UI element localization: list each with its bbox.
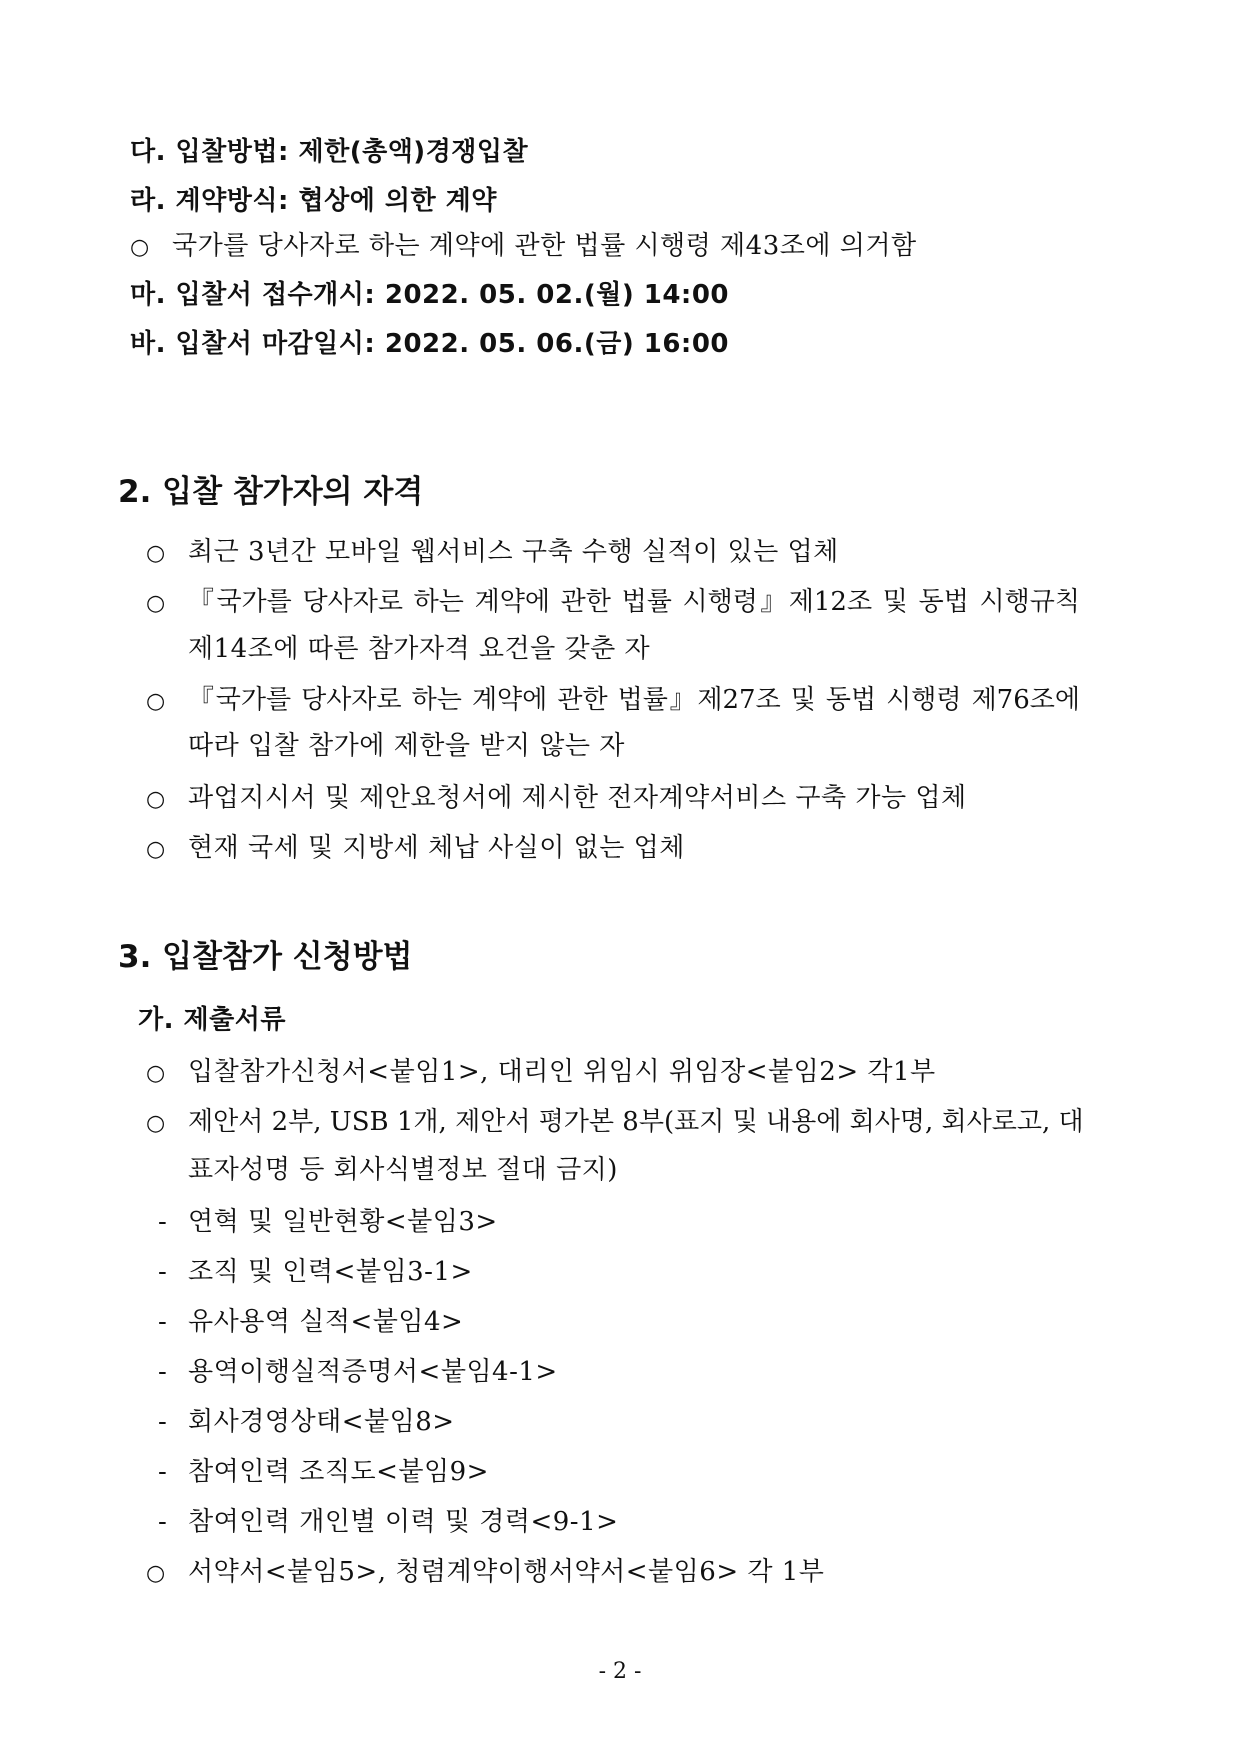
sub-list-item xyxy=(158,1206,498,1238)
sub-list-item xyxy=(158,1256,473,1288)
list-item-bullet xyxy=(146,586,188,620)
sub-list-item xyxy=(158,1506,618,1538)
list-item xyxy=(146,1556,824,1590)
page-number: - 2 - xyxy=(598,1659,642,1684)
sub-list-item-text: 유사용역 실적<붙임4> xyxy=(188,1307,464,1337)
list-item-text-line2: 표자성명 등 회사식별정보 절대 금지) xyxy=(188,1155,618,1185)
list-item-text-line1: 『국가를 당사자로 하는 계약에 관한 법률 시행령』제12조 및 동법 시행규칙 xyxy=(188,587,1080,617)
list-item-text: 현재 국세 및 지방세 체납 사실이 없는 업체 xyxy=(188,833,685,863)
circle-bullet-icon: ○ xyxy=(146,541,166,566)
sub-list-item xyxy=(158,1306,463,1338)
list-item xyxy=(146,782,967,816)
circle-bullet-icon: ○ xyxy=(146,591,166,616)
dash-bullet-icon: - xyxy=(158,1457,168,1487)
list-item xyxy=(146,536,839,570)
list-item-text: 서약서<붙임5>, 청렴계약이행서약서<붙임6> 각 1부 xyxy=(188,1557,825,1587)
list-item xyxy=(130,230,917,264)
dash-bullet-icon: - xyxy=(158,1207,168,1237)
circle-bullet-icon: ○ xyxy=(146,689,166,714)
item-bid-method: 다. 입찰방법: 제한(총액)경쟁입찰 xyxy=(130,137,529,167)
list-item-text: 과업지시서 및 제안요청서에 제시한 전자계약서비스 구축 가능 업체 xyxy=(188,783,967,813)
list-item-bullet xyxy=(146,684,188,718)
section-2-title: 2. 입찰 참가자의 자격 xyxy=(118,474,424,510)
circle-bullet-icon: ○ xyxy=(146,1561,166,1586)
item-bid-open-date: 마. 입찰서 접수개시: 2022. 05. 02.(월) 14:00 xyxy=(130,280,730,310)
section-3-title: 3. 입찰참가 신청방법 xyxy=(118,939,413,975)
sub-list-item xyxy=(158,1356,558,1388)
circle-bullet-icon: ○ xyxy=(146,787,166,812)
list-item-text-line1: 제안서 2부, USB 1개, 제안서 평가본 8부(표지 및 내용에 회사명, 회사로고, 대 xyxy=(188,1107,1084,1137)
dash-bullet-icon: - xyxy=(158,1407,168,1437)
sub-list-item-text: 참여인력 조직도<붙임9> xyxy=(188,1457,489,1487)
dash-bullet-icon: - xyxy=(158,1507,168,1537)
sub-list-item-text: 회사경영상태<붙임8> xyxy=(188,1407,455,1437)
item-contract-method: 라. 계약방식: 협상에 의한 계약 xyxy=(130,186,497,216)
list-item-text: 국가를 당사자로 하는 계약에 관한 법률 시행령 제43조에 의거함 xyxy=(172,231,917,261)
list-item-text: 최근 3년간 모바일 웹서비스 구축 수행 실적이 있는 업체 xyxy=(188,537,839,567)
circle-bullet-icon: ○ xyxy=(130,235,150,260)
dash-bullet-icon: - xyxy=(158,1257,168,1287)
list-item-text-line2: 따라 입찰 참가에 제한을 받지 않는 자 xyxy=(188,731,625,761)
list-item-text-line2: 제14조에 따른 참가자격 요건을 갖춘 자 xyxy=(188,634,651,664)
dash-bullet-icon: - xyxy=(158,1307,168,1337)
item-bid-close-date: 바. 입찰서 마감일시: 2022. 05. 06.(금) 16:00 xyxy=(130,329,730,359)
list-item-bullet xyxy=(146,1106,188,1140)
list-item-text: 입찰참가신청서<붙임1>, 대리인 위임시 위임장<붙임2> 각1부 xyxy=(188,1057,936,1087)
dash-bullet-icon: - xyxy=(158,1357,168,1387)
sub-list-item-text: 참여인력 개인별 이력 및 경력<9-1> xyxy=(188,1507,619,1537)
sub-list-item-text: 용역이행실적증명서<붙임4-1> xyxy=(188,1357,558,1387)
list-item xyxy=(146,1056,936,1090)
sub-list-item xyxy=(158,1406,455,1438)
sub-list-item xyxy=(158,1456,489,1488)
list-item-text-line1: 『국가를 당사자로 하는 계약에 관한 법률』제27조 및 동법 시행령 제76조에 xyxy=(188,685,1080,715)
list-item xyxy=(146,832,685,866)
circle-bullet-icon: ○ xyxy=(146,1111,166,1136)
circle-bullet-icon: ○ xyxy=(146,1061,166,1086)
section-3-subheading: 가. 제출서류 xyxy=(138,1005,287,1035)
sub-list-item-text: 조직 및 인력<붙임3-1> xyxy=(188,1257,473,1287)
circle-bullet-icon: ○ xyxy=(146,837,166,862)
sub-list-item-text: 연혁 및 일반현황<붙임3> xyxy=(188,1207,498,1237)
